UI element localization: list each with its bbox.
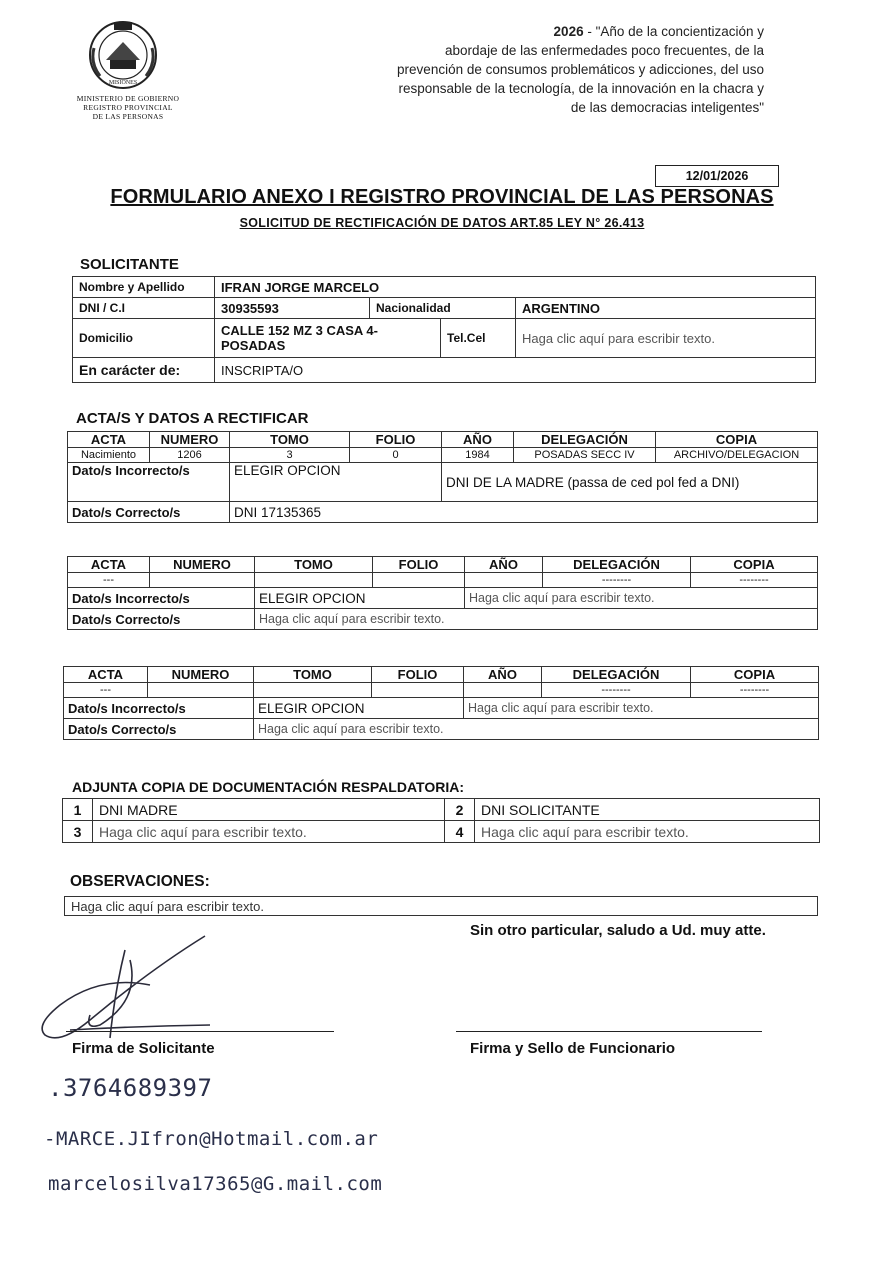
section-actas: ACTA/S Y DATOS A RECTIFICAR	[76, 410, 309, 427]
ministry-name: MINISTERIO DE GOBIERNO REGISTRO PROVINCIAL DE LAS PERSONAS	[76, 94, 180, 121]
acta-header: ACTA	[68, 432, 150, 448]
doc-field[interactable]: DNI MADRE	[93, 799, 445, 821]
incorrect-option-select[interactable]: ELEGIR OPCION	[230, 463, 442, 502]
nombre-field[interactable]: IFRAN JORGE MARCELO	[215, 277, 816, 298]
seal-logo	[86, 18, 160, 92]
tomo-cell[interactable]	[254, 683, 372, 698]
anio-cell[interactable]: 1984	[442, 448, 514, 463]
copia-header: COPIA	[656, 432, 818, 448]
doc-number: 3	[63, 821, 93, 843]
anio-header: AÑO	[465, 557, 543, 573]
acta-header: ACTA	[64, 667, 148, 683]
page-title: FORMULARIO ANEXO I REGISTRO PROVINCIAL DE LAS PERSONAS	[110, 186, 774, 208]
incorrect-label: Dato/s Incorrecto/s	[68, 463, 230, 502]
numero-header: NUMERO	[148, 667, 254, 683]
handwritten-email-1: -MARCE.JIfron@Hotmail.com.ar	[44, 1128, 379, 1150]
section-solicitante: SOLICITANTE	[80, 256, 179, 273]
delegacion-header: DELEGACIÓN	[542, 667, 691, 683]
numero-header: NUMERO	[150, 432, 230, 448]
dni-field[interactable]: 30935593	[215, 298, 370, 319]
correct-text-field[interactable]: Haga clic aquí para escribir texto.	[255, 609, 818, 630]
acta-cell[interactable]: Nacimiento	[68, 448, 150, 463]
incorrect-text-field[interactable]: DNI DE LA MADRE (passa de ced pol fed a DNI)	[442, 463, 818, 502]
doc-number: 4	[445, 821, 475, 843]
acta-table-2	[67, 556, 818, 630]
observaciones-field[interactable]: Haga clic aquí para escribir texto.	[64, 896, 818, 916]
numero-header: NUMERO	[150, 557, 255, 573]
domicilio-field[interactable]: CALLE 152 MZ 3 CASA 4- POSADAS	[215, 319, 441, 358]
solicitante-table	[72, 276, 816, 383]
section-observaciones: OBSERVACIONES:	[70, 873, 210, 890]
anio-cell[interactable]	[464, 683, 542, 698]
funcionario-signature-label: Firma y Sello de Funcionario	[470, 1040, 676, 1057]
seal-text: MISIONES	[108, 80, 138, 86]
folio-header: FOLIO	[372, 667, 464, 683]
funcionario-signature-line	[456, 1031, 762, 1032]
delegacion-cell[interactable]: --------	[543, 573, 691, 588]
year-motto: 2026 - "Año de la concientización y abordaje de las enfermedades poco frecuentes, de la prevención de consumos problemáticos y adicciones, del uso responsable de la tecnología, de la innovación en la chacra y de las democracias inteligentes"	[397, 24, 764, 115]
solicitante-signature-line	[66, 1031, 334, 1032]
page-subtitle: SOLICITUD DE RECTIFICACIÓN DE DATOS ART.85 LEY N° 26.413	[239, 216, 645, 230]
nacionalidad-field[interactable]: ARGENTINO	[516, 298, 816, 319]
copia-header: COPIA	[691, 557, 818, 573]
incorrect-label: Dato/s Incorrecto/s	[68, 588, 255, 609]
tel-field[interactable]: Haga clic aquí para escribir texto.	[516, 319, 816, 358]
tomo-cell[interactable]	[255, 573, 373, 588]
correct-label: Dato/s Correcto/s	[64, 719, 254, 740]
delegacion-header: DELEGACIÓN	[543, 557, 691, 573]
copia-cell[interactable]: --------	[691, 683, 819, 698]
acta-table-3	[63, 666, 819, 740]
anio-header: AÑO	[464, 667, 542, 683]
doc-number: 1	[63, 799, 93, 821]
incorrect-label: Dato/s Incorrecto/s	[64, 698, 254, 719]
closing-text: Sin otro particular, saludo a Ud. muy atte.	[470, 922, 766, 939]
folio-header: FOLIO	[373, 557, 465, 573]
doc-field[interactable]: DNI SOLICITANTE	[475, 799, 820, 821]
handwritten-email-2: marcelosilva17365@G.mail.com	[48, 1173, 383, 1195]
correct-text-field[interactable]: DNI 17135365	[230, 502, 818, 523]
correct-label: Dato/s Correcto/s	[68, 502, 230, 523]
acta-table-1	[67, 431, 818, 523]
delegacion-header: DELEGACIÓN	[514, 432, 656, 448]
numero-cell[interactable]	[150, 573, 255, 588]
delegacion-cell[interactable]: POSADAS SECC IV	[514, 448, 656, 463]
tomo-header: TOMO	[254, 667, 372, 683]
tomo-header: TOMO	[230, 432, 350, 448]
domicilio-label: Domicilio	[73, 319, 215, 358]
numero-cell[interactable]: 1206	[150, 448, 230, 463]
date-field[interactable]: 12/01/2026	[655, 165, 779, 187]
tomo-header: TOMO	[255, 557, 373, 573]
incorrect-text-field[interactable]: Haga clic aquí para escribir texto.	[465, 588, 818, 609]
acta-cell[interactable]: ---	[68, 573, 150, 588]
incorrect-text-field[interactable]: Haga clic aquí para escribir texto.	[464, 698, 819, 719]
anio-header: AÑO	[442, 432, 514, 448]
folio-cell[interactable]	[372, 683, 464, 698]
doc-field[interactable]: Haga clic aquí para escribir texto.	[475, 821, 820, 843]
handwritten-phone: .3764689397	[48, 1074, 213, 1102]
dni-label: DNI / C.I	[73, 298, 215, 319]
doc-number: 2	[445, 799, 475, 821]
caracter-label: En carácter de:	[73, 358, 215, 383]
copia-header: COPIA	[691, 667, 819, 683]
folio-cell[interactable]	[373, 573, 465, 588]
section-documentacion: ADJUNTA COPIA DE DOCUMENTACIÓN RESPALDATORIA:	[72, 779, 464, 795]
copia-cell[interactable]: --------	[691, 573, 818, 588]
tel-label: Tel.Cel	[441, 319, 516, 358]
acta-header: ACTA	[68, 557, 150, 573]
caracter-field[interactable]: INSCRIPTA/O	[215, 358, 816, 383]
solicitante-signature-label: Firma de Solicitante	[72, 1040, 215, 1057]
nombre-label: Nombre y Apellido	[73, 277, 215, 298]
incorrect-option-select[interactable]: ELEGIR OPCION	[254, 698, 464, 719]
copia-cell[interactable]: ARCHIVO/DELEGACION	[656, 448, 818, 463]
correct-text-field[interactable]: Haga clic aquí para escribir texto.	[254, 719, 819, 740]
folio-cell[interactable]: 0	[350, 448, 442, 463]
tomo-cell[interactable]: 3	[230, 448, 350, 463]
doc-field[interactable]: Haga clic aquí para escribir texto.	[93, 821, 445, 843]
delegacion-cell[interactable]: --------	[542, 683, 691, 698]
acta-cell[interactable]: ---	[64, 683, 148, 698]
numero-cell[interactable]	[148, 683, 254, 698]
anio-cell[interactable]	[465, 573, 543, 588]
nacionalidad-label: Nacionalidad	[370, 298, 516, 319]
folio-header: FOLIO	[350, 432, 442, 448]
correct-label: Dato/s Correcto/s	[68, 609, 255, 630]
incorrect-option-select[interactable]: ELEGIR OPCION	[255, 588, 465, 609]
documentacion-table	[62, 798, 820, 843]
signature-scribble	[30, 930, 230, 1050]
